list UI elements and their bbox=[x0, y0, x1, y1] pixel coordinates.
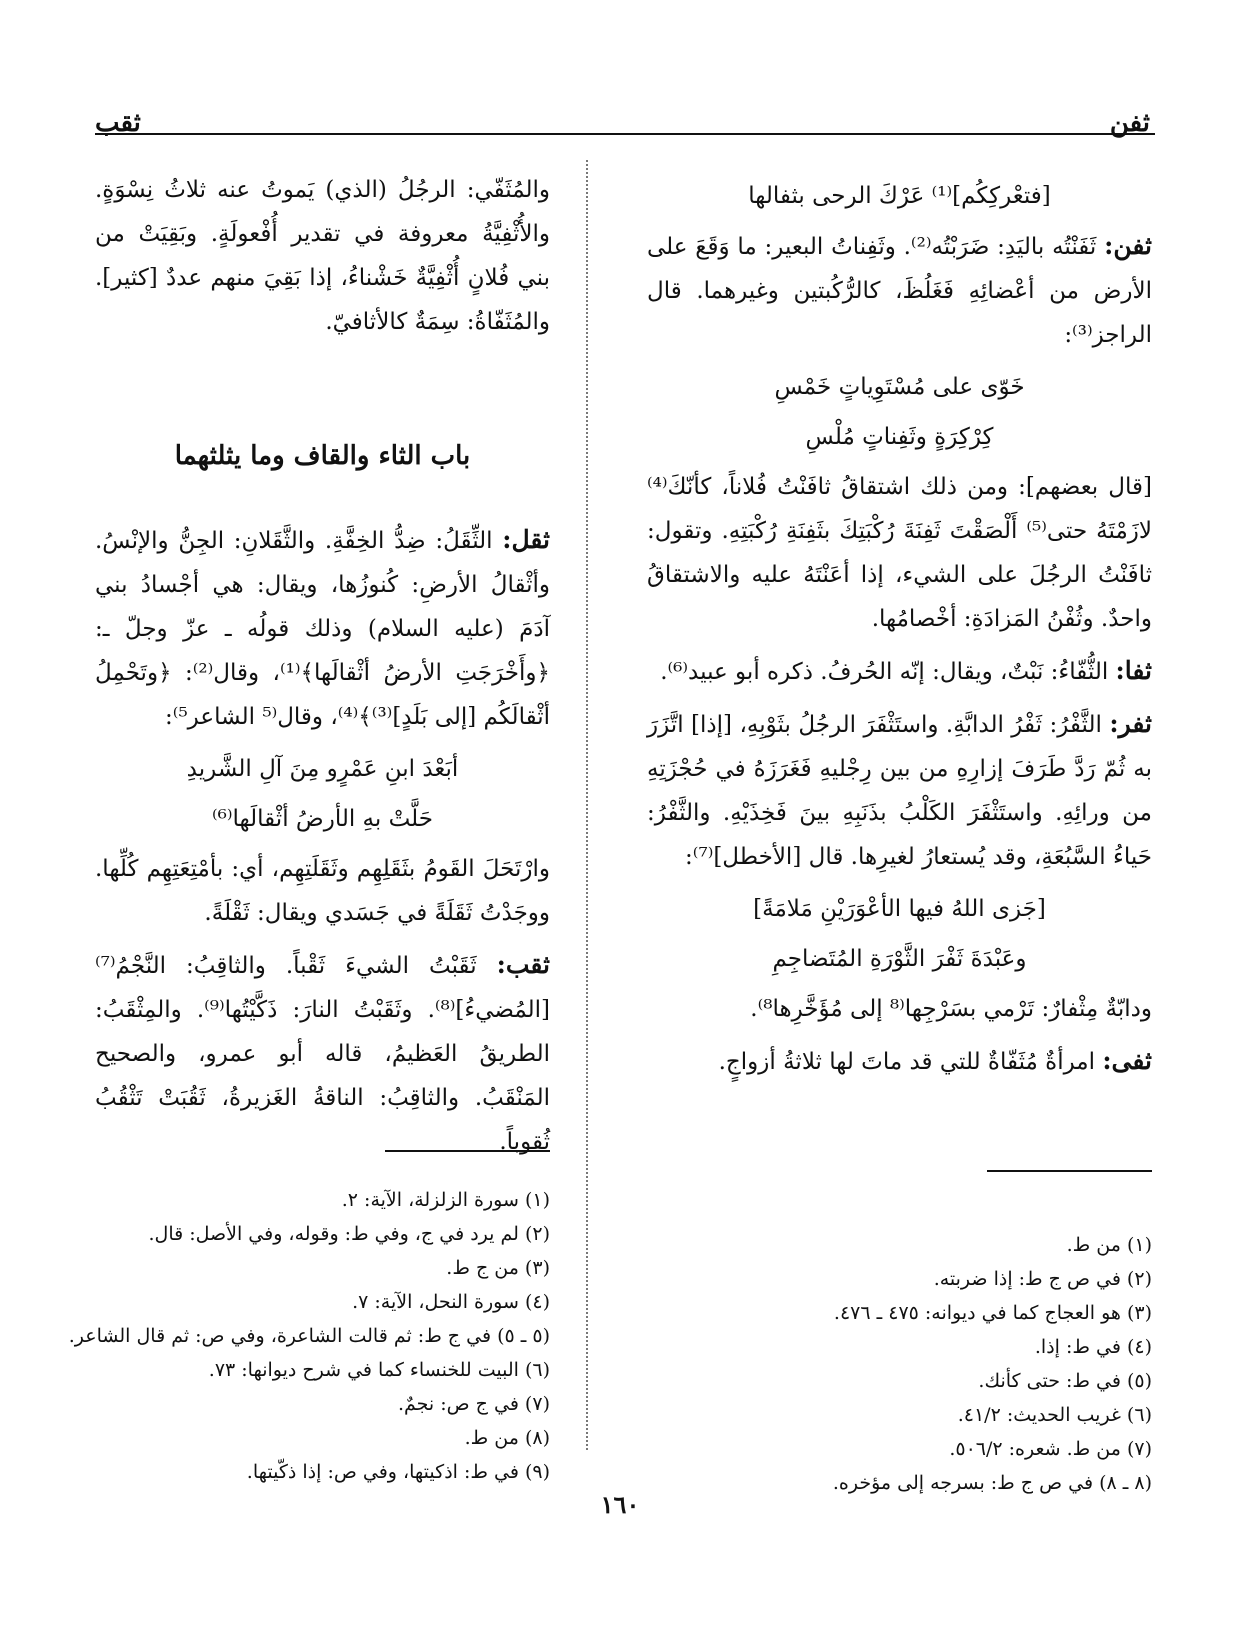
headword: ثقل: bbox=[502, 525, 550, 554]
page-number: ١٦٠ bbox=[600, 1490, 640, 1519]
headword: ثفى: bbox=[1102, 1046, 1152, 1075]
entry-text: امرأةٌ مُثَفّاةٌ للتي قد ماتَ لها ثلاثةُ أزواجٍ. bbox=[718, 1049, 1096, 1075]
footnote-rule-right bbox=[987, 1170, 1152, 1172]
running-head-left: ثقب bbox=[95, 108, 141, 138]
entry-thaqab bbox=[95, 943, 550, 1164]
footnote: (٦) غريب الحديث: ٤١/٢. bbox=[957, 1404, 1152, 1426]
footnote: (٢) في ص ج ط: إذا ضربته. bbox=[933, 1268, 1152, 1290]
entry-text: ثَقَبْتُ الشيءَ ثَقْباً. والثاقِبُ: النَّجْمُ⁽⁷⁾ [المُضيءُ]⁽⁸⁾. وثَقَبْتُ النارَ: ذَكَّيْتُها⁽⁹⁾. والمِثْقَبُ: الطريقُ العَظيمُ، قاله أبو عمرو، والصحيح المَنْقَبُ. والثاقِبُ: الناقةُ الغَزيرةُ، ثَقُبَتْ تَثْقُبُ ثُقوباً. bbox=[95, 953, 550, 1155]
verse-line: حَلَّتْ بهِ الأرضُ أثْقالَها⁽⁶⁾ bbox=[212, 806, 433, 832]
footnote: (٧) من ط. شعره: ٥٠٦/٢. bbox=[949, 1438, 1152, 1460]
verse-line: [جَزى اللهُ فيها الأعْوَرَيْنِ مَلامَةً] bbox=[753, 896, 1046, 922]
entry-text: الثُّفّاءُ: نَبْتٌ، ويقال: إنّه الحُرفُ. ذكره أبو عبيد⁽⁶⁾. bbox=[660, 659, 1109, 685]
verse-line: كِرْكِرَةٍ وثَفِناتٍ مُلْسِ bbox=[805, 424, 994, 450]
verse-line: خَوّى على مُسْتَوِياتٍ خَمْسِ bbox=[774, 374, 1025, 400]
left-column bbox=[95, 168, 550, 1172]
footnote: (٧) في ج ص: نجمٌ. bbox=[397, 1393, 550, 1415]
verse-line: وعَبْدَةَ ثَفْرَ الثَّوْرَةِ المُتَضاجِمِ bbox=[772, 946, 1027, 972]
headword: ثفا: bbox=[1115, 656, 1152, 685]
entry-thafar bbox=[647, 702, 1152, 879]
entry-text: ودابّةٌ مِثْفارٌ: تَرْمي بسَرْجِها⁽⁸ إلى مُؤَخَّرِها⁸⁾. bbox=[750, 996, 1152, 1022]
column-separator bbox=[586, 160, 588, 1450]
right-column bbox=[647, 168, 1152, 1092]
entry-text: والمُثَفّي: الرجُلُ (الذي) يَموتُ عنه ثلاثُ نِسْوَةٍ. والأُثْفِيَّةُ معروفة في تقدير أُفْعولَةٍ. وبَقِيَتْ من بني فُلانٍ أُثْفِيَّةٌ خَشْناءُ، إذا بَقِيَ منهم عددٌ [كثير]. والمُثَفّاةُ: سِمَةٌ كالأثافيّ. bbox=[95, 177, 550, 335]
entry-thafa bbox=[647, 649, 1152, 694]
footnotes-right bbox=[652, 1228, 1152, 1500]
entry-thaqal bbox=[95, 518, 550, 739]
footnote: (٤) في ط: إذا. bbox=[1034, 1336, 1152, 1358]
headword: ثفن: bbox=[1104, 231, 1152, 260]
footnote: (١) من ط. bbox=[1066, 1234, 1152, 1256]
footnote: (٥ ـ ٥) في ج ط: ثم قالت الشاعرة، وفي ص: ثم قال الشاعر. bbox=[68, 1325, 550, 1347]
verse-line: [فتعْركِكُم]⁽¹⁾ عَرْكَ الرحى بثفالها bbox=[748, 183, 1051, 209]
footnotes-left bbox=[68, 1183, 550, 1489]
footnote: (٩) في ط: اذكيتها، وفي ص: إذا ذكّيتها. bbox=[246, 1461, 550, 1483]
entry-text: وارْتَحَلَ القَومُ بثَقَلِهِم وثَقَلَتِهِم، أي: بأمْتِعَتِهِم كُلِّها. ووجَدْتُ ثَقَلَةً في جَسَدي ويقال: ثَقْلَةً. bbox=[95, 856, 550, 926]
headword: ثقب: bbox=[496, 950, 550, 979]
entry-text: الثَّفْرُ: ثَفْرُ الدابَّةِ. واستَثْفَرَ الرجُلُ بثَوْبِهِ، [إذا] اتَّزَرَ به ثُمّ رَدَّ طَرَفَ إزارِهِ من بين رِجْليهِ فَغَرَزَهُ في حُجْزَتِهِ من ورائِهِ. واستَثْفَرَ الكَلْبُ بذَنَبِهِ بينَ فَخِذَيْهِ. والثَّفْرُ: حَياءُ السَّبُعَةِ، وقد يُستعارُ لغيرِها. قال [الأخطل]⁽⁷⁾: bbox=[647, 712, 1152, 870]
entry-thafan bbox=[647, 224, 1152, 357]
footnote: (٨ ـ ٨) في ص ج ط: بسرجه إلى مؤخره. bbox=[832, 1472, 1152, 1494]
footnote: (٨) من ط. bbox=[464, 1427, 550, 1449]
entry-text: ثَفَنْتُه باليَدِ: ضَرَبْتُه⁽²⁾. وثَفِناتُ البعير: ما وَقَعَ على الأرض من أعْضائِهِ فَغَلُظَ، كالرُّكُبتين وغيرهما. قال الراجز⁽³⁾: bbox=[647, 234, 1152, 348]
footnote: (٥) في ط: حتى كأنك. bbox=[978, 1370, 1152, 1392]
entry-text: الثِّقَلُ: ضِدُّ الخِفَّةِ. والثَّقَلانِ: الجِنُّ والإنْسُ. وأثْقالُ الأرضِ: كُنوزُها، ويقال: هي أجْسادُ بني آدَمَ (عليه السلام) وذلك قولُه ـ عزّ وجلّ ـ: ﴿وأَخْرَجَتِ الأرضُ أثْقالَها﴾⁽¹⁾، وقال⁽²⁾: ﴿وتَحْمِلُ أثْقالَكُم [إلى بَلَدٍ]⁽³⁾﴾⁽⁴⁾، وقال⁽⁵ الشاعر⁵⁾: bbox=[95, 528, 550, 730]
running-head-right: ثفن bbox=[1109, 108, 1150, 138]
entry-thafa-2 bbox=[647, 1039, 1152, 1084]
footnote: (١) سورة الزلزلة، الآية: ٢. bbox=[341, 1189, 550, 1211]
headword: ثفر: bbox=[1109, 709, 1153, 738]
footnote: (٣) من ج ط. bbox=[446, 1257, 550, 1279]
entry-text: [قال بعضهم]: ومن ذلك اشتقاقُ ثافَنْتُ فُلاناً، كأنّكَ⁽⁴⁾ لازَمْتَهُ حتى⁽⁵⁾ أَلْصَقْتَ ثَفِنَةَ رُكْبَتِكَ بثَفِنَةِ رُكْبَتِهِ. وتقول: ثافَنْتُ الرجُلَ على الشيء، إذا أعَنْتَهُ عليه والاشتقاقُ واحدٌ. وثُفْنُ المَزادَةِ: أخْصامُها. bbox=[647, 474, 1152, 632]
footnote: (٢) لم يرد في ج، وفي ط: وقوله، وفي الأصل: قال. bbox=[148, 1223, 550, 1245]
header-rule bbox=[95, 133, 1155, 135]
section-title: باب الثاء والقاف وما يثلثهما bbox=[174, 441, 471, 471]
footnote: (٦) البيت للخنساء كما في شرح ديوانها: ٧٣. bbox=[208, 1359, 550, 1381]
footnote: (٣) هو العجاج كما في ديوانه: ٤٧٥ ـ ٤٧٦. bbox=[833, 1302, 1152, 1324]
verse-line: أبَعْدَ ابنِ عَمْرٍو مِنَ آلِ الشَّريدِ bbox=[186, 756, 459, 782]
footnote-rule-left bbox=[385, 1150, 550, 1152]
footnote: (٤) سورة النحل، الآية: ٧. bbox=[352, 1291, 550, 1313]
